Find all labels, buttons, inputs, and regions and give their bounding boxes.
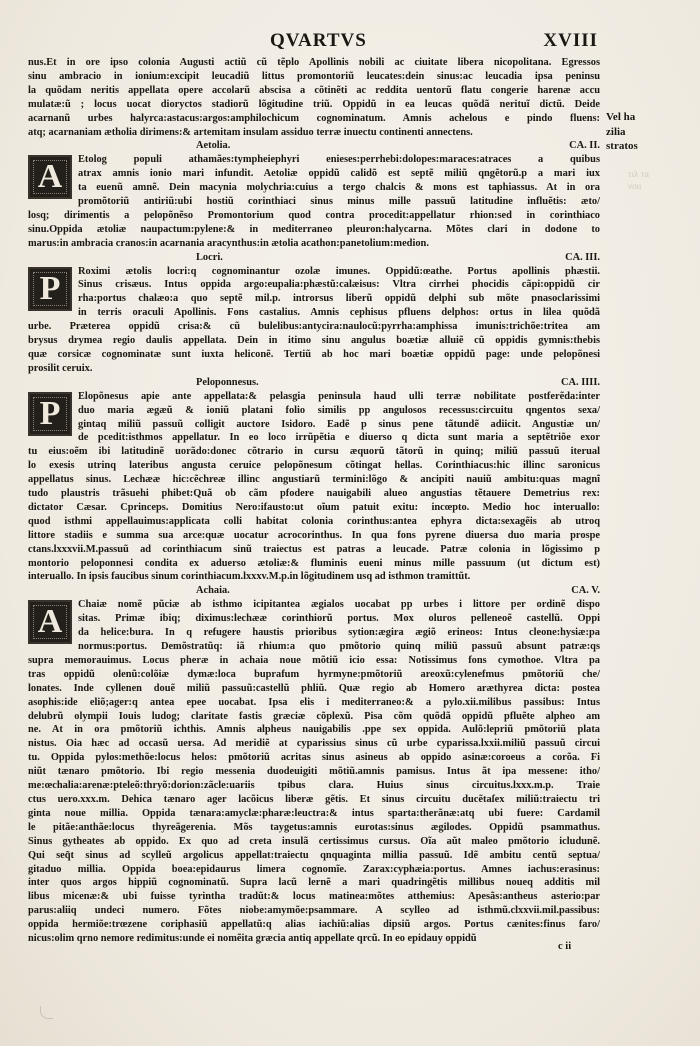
decorated-initial: A bbox=[28, 600, 72, 644]
text-line: sinu.Oppida ætoliæ naupactum:pylene:& in mediterraneo pleuron:halycarna. Mõtes clari in dodone to bbox=[28, 223, 600, 235]
text-line: tras oppidũ olenũ:colõiæ dymæ:loca buprafum hyrmyne:pmõtoriũ areoxũ:cylenefmus pmõtoriũ che/ bbox=[28, 668, 600, 680]
text-line: Roximi ætolis locri:q cognominantur ozolæ imunes. Oppidũ:œathe. Portus apollinis phæstii. bbox=[78, 265, 600, 277]
text-line: in terris oraculi Apollinis. Fons castalius. Amnis cephisus pfluens delphos: ortus in lilea quõdã bbox=[78, 307, 600, 319]
text-line: ne. At in ora pmõtoriũ ichthis. Amnis alpheus nauigabilis .ppe sex oppida. Aulõ:lepriũ pmõtoriũ plata bbox=[28, 724, 600, 736]
text-line: brysus drymea regio daulis appellata. Dein in itimo sinu angulus boætiæ alluiẽ cũ oppidis gymnis:thebis bbox=[28, 335, 600, 347]
margin-note-line: zilia bbox=[606, 125, 626, 138]
decorated-initial: P bbox=[28, 392, 72, 436]
text-line: tudo plaustris trãsuehi phibet:Quã ob cãm pfodere nauigabili alueo angustias tẽtauere Demetrius rex: bbox=[28, 488, 600, 500]
running-head bbox=[28, 30, 598, 54]
text-line: Elopõnesus apie ante appellata:& pelasgia peninsula haud ulli terræ nobilitate postferẽda:inter bbox=[78, 390, 600, 402]
text-line: littore stadiis e summa sua arce:quæ uocatur acrocorinthus. In qua fons pyrene diuersa duo maria prospe bbox=[28, 529, 600, 541]
text-line: losq; dirimentis a pelopõnẽso Promontorium quod contra procedit:appellatur rhion:sed in corinthiaco bbox=[28, 209, 600, 221]
text-line: marus:in ambracia cranos:in acarnania aracynthus:in ætolia acathon:panetolium:medion. bbox=[28, 237, 429, 249]
chapter-title: Peloponnesus. bbox=[196, 376, 259, 388]
text-line: urbe. Præterea oppidũ crisa:& cũ bulelibus:antycira:naulocũ:pyrrha:amphissa imunis:trichõe:tritea am bbox=[28, 321, 600, 333]
faint-note-line: νοιι bbox=[628, 181, 642, 191]
chapter-heading bbox=[28, 376, 600, 390]
text-line: ctus uero.xxx.m. Dehica tænaro ager lacõicus liberæ gẽtis. Et sinus circuitu ducẽtaſex miliũ:traiectu tri bbox=[28, 793, 600, 805]
text-line: normus:portus. Demõstratũq: iã rhium:a quo pmõtorio quinq miliũ passuũ absunt patræ:qs bbox=[78, 641, 600, 652]
margin-note-line: Vel ha bbox=[606, 111, 636, 123]
chapter-title: Locri. bbox=[196, 251, 223, 263]
chapter-number: CA. III. bbox=[565, 251, 600, 263]
text-line: prosilit ceruix. bbox=[28, 362, 93, 374]
text-line: parus:aliiq undeci numero. Fõtes niobe:amymõe:psammare. A scylleo ad isthmũ.clxxvii.mil.passibus: bbox=[28, 905, 600, 917]
ornament-mark bbox=[40, 1006, 53, 1019]
text-line: duo maria ægæũ & ioniũ platani folio similis pp angulosos recessus:circuitu qngentos sexa/ bbox=[78, 404, 600, 416]
chapter-paragraph bbox=[28, 153, 600, 250]
text-line: atrax amnis ionio mari infundit. Aetoliæ oppidũ calidõ est septẽ miliũ qngẽtorũ.p a mari iux bbox=[78, 168, 600, 180]
text-line: oppida hermiõe:trœzene coriphasiũ appellatũ:q alias iachiũ:alias dipsiũ argos. Portus cænites:finus faro/ bbox=[28, 919, 600, 931]
text-line: lo exesis utrinq lateribus angusta ceruice pelopõnesum cõtingat hellas. Corinthiacus:hic illinc saronicus bbox=[28, 460, 600, 472]
text-line: gintaq miliũ passuũ colligit auctore Isidoro. Eadẽ p sinus pene tãtundẽ adiicit. Angustiæ un/ bbox=[78, 418, 600, 430]
faint-show-through-note bbox=[628, 168, 668, 192]
decorated-initial: P bbox=[28, 267, 72, 311]
folio-number: XVIII bbox=[543, 30, 598, 51]
text-line: me:œchalia:arenæ:pteleõ:thryõ:dorion:zãcle:uariis tpibus clara. Huius sinus circuitus.lxxx.m.p. Traie bbox=[28, 780, 600, 792]
chapter-title: Achaia. bbox=[196, 585, 230, 597]
text-line: de pcedit:isthmos appellatur. In eo loco irrũpẽtia e diuerso q dicta sunt maria a septẽtriõe exor bbox=[78, 432, 600, 444]
text-line: Sinus gytheates ab oppido. Ex quo ad creta insulã certissimus cursus. Oĩa aũt maleo pmõtorio icludunẽ. bbox=[28, 835, 600, 847]
text-line: le pitãe:anthãe:locus thyreãgerenia. Mõs taygetus:amnis eurotas:sinus ægilodes. Oppidũ psammathus. bbox=[28, 821, 600, 833]
text-line: da helice:bura. In q refugere haustis prioribus sytion:ægira ægiõ erineos: Intus cleone:hysiæ:pa bbox=[78, 627, 600, 639]
text-line: Sinus crisæus. Intus oppida argo:eupalia:phæstũ:calæisus: Vltra cirrhei phocidis cãpi:oppidũ cir bbox=[78, 279, 600, 291]
text-line: Qui seq̃t sinus ad scylleũ argolicus appellat:traiectu qnquaginta millia passuũ. Idẽ ambitu centũ septua/ bbox=[28, 849, 600, 861]
text-line: Etolog populi athamães:tympheiephyri enieses:perrhebi:dolopes:maraces:atraces a quibus bbox=[78, 154, 600, 166]
text-line: mulatæ:ũ ; locus uocat dioryctos stadiorũ lõgitudine triũ. Oppidũ in ea leucas quõdã nerituĩ dictũ. Deide bbox=[28, 98, 600, 110]
text-line: lonates. Inde cyllenen douẽ miliũ passuũ:castellũ phliũ. Quæ regio ab Homero aræthyrea dicta: postea bbox=[28, 682, 600, 694]
text-line: nistus. Oia hæc ad occasũ uersa. Ad meridiẽ at cyparissius sinus cũ urbe cyparissa.lxxii.miliũ passuũ circui bbox=[28, 738, 600, 750]
text-line: sitas. Primæ ibiq; diximus:lechææ corinthiorũ portus. Mox oluros pelleneoẽ castellũ. Oppi bbox=[78, 613, 600, 625]
chapter-heading bbox=[28, 584, 600, 598]
text-line: tu. Oppida pylos:methõe:locus helos: pmõtoriũ acritas sinus asineus ab oppido asinæ:coroeus a corõa. Fi bbox=[28, 752, 600, 764]
text-line: appellatus sinus. Lechææ hic:cẽchreæ illinc angustiarũ termini:lõgo & ancipiti nauiũ ambitu:quas magnĩ bbox=[28, 474, 600, 486]
text-line: dictator Cæsar. Cprinceps. Domitius Nero:ifausto:ut oĩum patuit exitu: incœpto. Medio hoc interuallo: bbox=[28, 501, 600, 513]
chapter-paragraph bbox=[28, 265, 600, 376]
text-line: ctans.lxxxvii.M.passuũ ad corinthiacum sinũ traiectus est patras a leucade. Patræ colonia in lõgissimo p bbox=[28, 543, 600, 555]
signature-mark: c ii bbox=[558, 941, 572, 952]
margin-note bbox=[606, 110, 676, 154]
chapter-number: CA. V. bbox=[571, 585, 600, 597]
text-line: ginta noue millia. Oppida tænara:amyclæ:pharæ:leuctra:& intus sparta:therãnæ:atq ubi fuere: Cardamil bbox=[28, 807, 600, 819]
chapter-title: Aetolia. bbox=[196, 140, 231, 152]
margin-note-line: stratos bbox=[606, 140, 638, 152]
chapter-paragraph bbox=[28, 598, 600, 946]
text-line: Chaiæ nomẽ pũciæ ab isthmo icipitantea ægialos uocabat pp urbes i littore per ordinẽ dispo bbox=[78, 599, 600, 611]
text-line: nus.Et in ore ipso colonia Augusti actiũ cũ tẽplo Apollinis nobili ac ciuitate libera nicopolitana. Egressos bbox=[28, 57, 600, 68]
text-line: montorio peloponnesi condita ex aduerso ætoliæ:& fluminis eueni minus mille passuum (ut dictum est) bbox=[28, 557, 600, 569]
text-line: quæ corsicæ cognominatæ sunt iuxta heliconẽ. Tertiũ ab hoc mari boætiæ oppidũ page: unde pelopõnesi bbox=[28, 349, 600, 360]
chapter-heading bbox=[28, 139, 600, 153]
chapter-number: CA. II. bbox=[569, 140, 600, 152]
text-line: asophis:ide eliõ;ager:q antea epee uocabat. Ipsa elis i mediterraneo:& a pylo.xii.milibus passibus: Intus bbox=[28, 696, 600, 708]
text-body bbox=[28, 56, 600, 946]
decorated-initial: A bbox=[28, 155, 72, 199]
text-line: tu eius:oẽm ibi latitudinẽ uorãdo:donec cõtrario in cursu æquorũ tãtorũ in quinq; miliũ passuũ iterual bbox=[28, 446, 600, 458]
chapters bbox=[28, 139, 600, 946]
text-line: inter quos argos hippiũ cognominatũ. Supra lacũ lernẽ a mari quadringẽtis millibus noueq additis mil bbox=[28, 877, 600, 889]
text-line: la quõdam neritis appellata opere accolarũ abscisa a cõtinẽti ac reddita uentorũ flatu congerie harenæ accu bbox=[28, 84, 600, 96]
text-line: acarnanũ urbes halyrca:astacus:argos:amphilochicum cognominatum. Amnis achelous e pindo fluens: bbox=[28, 112, 600, 124]
text-line: nicus:olim qrno nemore redimitus:unde ei nomẽita græcia antiq appellate qrcũ. In eo epidauy oppidũ bbox=[28, 933, 477, 945]
text-line: delubrũ olympii Iouis ludog; claritate fastis græciæ cõplexũ. Pisa cõm quõdã oppidũ pfluẽte alpheo am bbox=[28, 710, 600, 722]
running-title: QVARTVS bbox=[270, 30, 367, 51]
text-line: supra memorauimus. Locus pheræ in achaia noue mõtiũ icio essa: Notissimus fons cymothoe. Vltra pa bbox=[28, 654, 600, 666]
text-line: sinu ambracio in ionium:excipit leucadiũ littus promontoriũ leucates:dein sinus:ac leucadia ipsa peninsu bbox=[28, 70, 600, 82]
text-line: ta euenũ amnẽ. Dein macynia molychria:cuius a tergo chalcis & mons est taphiassus. At in ora bbox=[78, 182, 600, 194]
chapter-paragraph bbox=[28, 390, 600, 585]
text-line: niũt tænaro pmõtorio. Ibi regio messenia duodeuigiti mõtiũ.amnis pamisus. Intus ãt ipa messene: itho/ bbox=[28, 766, 600, 778]
text-line: atq; acarnaniam ætholia dirimens:& artemitam insulam assiduo terræ inuectu continenti annectens. bbox=[28, 126, 473, 138]
text-line: rha:portus chalæo:a quo septẽ mil.p. introrsus liberũ oppidũ delphi sub mõte pnasoclarissimi bbox=[78, 293, 600, 305]
text-line: libus micenæ:& ubi fuisse tyrintha tradũt:& locus matinea:mõtes atthemius: Apesãs:antheus asterio:par bbox=[28, 891, 600, 903]
faint-note-line: τιλ τα bbox=[628, 169, 649, 179]
text-line: promõtoriũ antiriũ:ubi hostiũ corinthiaci sinus minus mille passuũ latitudine influẽtis: æto/ bbox=[78, 196, 600, 208]
text-line: quod isthmi appellauimus:applicata colli habitat colonia corinthus:antea ephyra dicta:sexagẽis ab utroq bbox=[28, 515, 600, 527]
chapter-heading bbox=[28, 251, 600, 265]
text-line: interuallo. In ipsis faucibus sinum corinthiacum.lxxxv.M.p.in lõgitudinem usq ad isthmon tramittũt. bbox=[28, 571, 471, 583]
intro-paragraph bbox=[28, 56, 600, 139]
text-line: gitaduo millia. Oppida boea:epidaurus limera cognomĩe. Zarax:cyphæia:portus. Amnes iachus:erasinus: bbox=[28, 863, 600, 875]
chapter-number: CA. IIII. bbox=[561, 376, 600, 388]
